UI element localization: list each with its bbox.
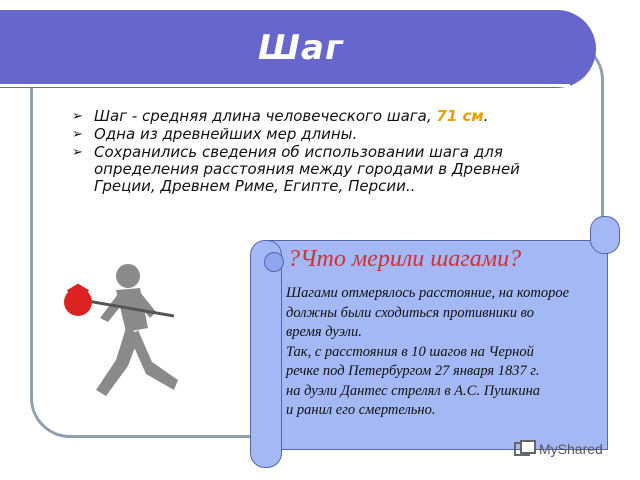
watermark-text: MyShared [539, 441, 603, 457]
bullet-after: . [483, 107, 489, 125]
scroll-line: речке под Петербургом 27 января 1837 г. [286, 363, 540, 379]
scroll-banner [246, 212, 626, 472]
arrow-bullet-icon: ➢ [72, 127, 83, 142]
scroll-line: должны были сходиться противники во [286, 304, 535, 321]
walking-man-illustration [56, 258, 196, 408]
highlight-value: 71 см [436, 107, 484, 125]
bullet-item [72, 144, 542, 195]
bullet-text: Сохранились сведения об использовании шага для определения расстояния между городами в Древней Греции, Древнем Риме, Египте, Персии.. [94, 143, 520, 195]
scroll-line: время дуэли. [286, 324, 362, 340]
scroll-fold [264, 252, 284, 272]
scroll-line: Так, с расстояния в 10 шагов на Черной [286, 343, 534, 360]
scroll-title: ?Что мерили шагами? [288, 246, 522, 272]
scroll-text [286, 284, 604, 421]
bullet-item [72, 108, 542, 125]
scroll-roll-left [250, 240, 282, 468]
scroll-line: на дуэли Дантес стрелял в А.С. Пушкина [286, 382, 541, 399]
scroll-roll-top [590, 216, 620, 254]
slide-title: Шаг [258, 28, 344, 68]
title-underline [0, 84, 570, 87]
bullet-text: Шаг - средняя длина человеческого шага, [94, 107, 432, 125]
watermark [514, 440, 603, 458]
scroll-line: Шагами отмерялось расстояние, на которое [286, 285, 570, 301]
bullet-item [72, 126, 542, 143]
arrow-bullet-icon: ➢ [72, 145, 83, 160]
myshared-logo-icon [514, 440, 536, 458]
bullet-text: Одна из древнейших мер длины. [94, 125, 358, 143]
bullet-list [72, 108, 542, 196]
scroll-line: и ранил его смертельно. [286, 402, 436, 418]
arrow-bullet-icon: ➢ [72, 109, 83, 124]
